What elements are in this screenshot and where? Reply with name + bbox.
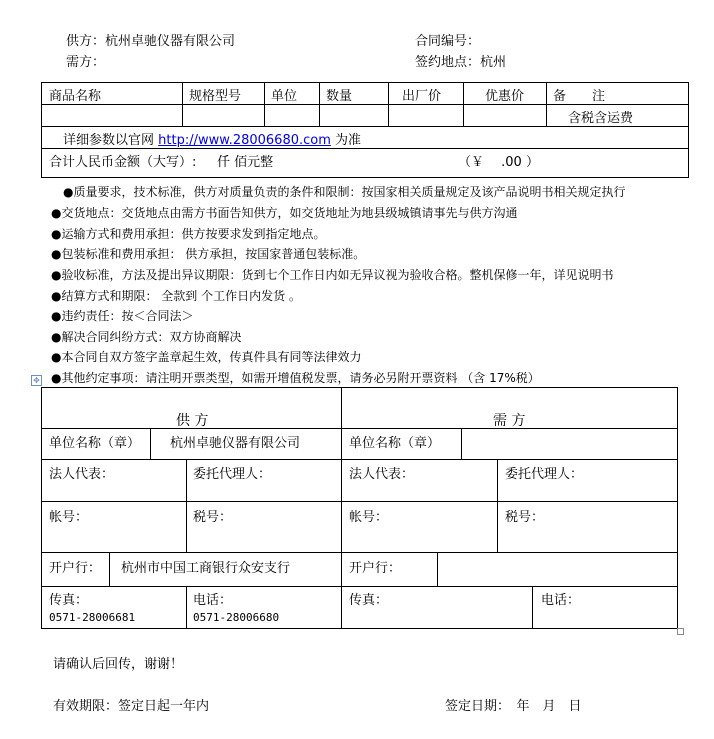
table-resize-handle[interactable] [677, 628, 684, 635]
supplier-bank: 杭州市中国工商银行众安支行 [121, 561, 291, 576]
term-item: ●验收标准，方法及提出异议期限：货到七个工作日内如无异议视为验收合格。整机保修一年，详见说明书 [51, 268, 614, 282]
col-product-name: 商品名称 [49, 89, 102, 104]
supplier-unit-name-label: 单位名称（章） [49, 436, 141, 451]
buyer-fax-label: 传真： [349, 593, 389, 608]
validity-note: 有效期限：签定日起一年内 [53, 699, 210, 714]
buyer-legal-rep-label: 法人代表： [349, 467, 415, 482]
col-remarks: 备 注 [553, 89, 606, 104]
supplier-fax: 0571-28006681 [49, 611, 136, 624]
buyer-header: 需方： [66, 55, 106, 70]
col-spec: 规格型号 [189, 89, 242, 104]
supplier-phone-label: 电话： [193, 593, 233, 608]
detail-prefix: 详细参数以官网 [63, 133, 155, 148]
supplier-legal-rep-label: 法人代表： [49, 467, 115, 482]
detail-line [63, 129, 361, 148]
total-label: 合计人民币金额（大写）: [49, 155, 197, 170]
supplier-tax-label: 税号： [193, 510, 233, 525]
term-item: ●交货地点：交货地点由需方书面告知供方，如交货地址为地县级城镇请事先与供方沟通 [51, 206, 518, 220]
confirm-note: 请确认后回传，谢谢！ [53, 657, 184, 672]
col-discount-price: 优惠价 [485, 89, 525, 104]
term-item: ●本合同自双方签字盖章起生效，传真件具有同等法律效力 [51, 350, 362, 364]
term-item: ●结算方式和期限： 全款到 个工作日内发货 。 [51, 289, 301, 303]
supplier-fax-label: 传真： [49, 593, 89, 608]
buyer-title: 需 方 [493, 413, 526, 429]
contract-no-header: 合同编号： [415, 34, 481, 49]
sign-date: 签定日期： 年 月 日 [445, 699, 582, 714]
supplier-unit-name: 杭州卓驰仪器有限公司 [170, 436, 301, 451]
term-item: ●解决合同纠纷方式：双方协商解决 [51, 330, 242, 344]
table-move-handle-icon[interactable]: ✥ [31, 375, 42, 386]
col-unit: 单位 [271, 89, 298, 104]
col-quantity: 数量 [326, 89, 353, 104]
supplier-agent-label: 委托代理人： [193, 467, 272, 482]
buyer-unit-name-label: 单位名称（章） [349, 436, 441, 451]
supplier-bank-label: 开户行： [49, 561, 102, 576]
buyer-phone-label: 电话： [541, 593, 581, 608]
total-value: 仟 佰元整 [217, 155, 274, 170]
supplier-account-label: 帐号： [49, 510, 89, 525]
buyer-tax-label: 税号： [505, 510, 545, 525]
term-item: ●运输方式和费用承担：供方按要求发到指定地点。 [51, 227, 326, 241]
buyer-account-label: 帐号： [349, 510, 389, 525]
note-cell: 含税含运费 [568, 111, 634, 126]
sign-place-header: 签约地点：杭州 [415, 55, 507, 70]
term-item: ●违约责任：按＜合同法＞ [51, 309, 194, 323]
buyer-bank-label: 开户行： [349, 561, 402, 576]
supplier-phone: 0571-28006680 [193, 611, 280, 624]
detail-suffix: 为准 [335, 133, 362, 148]
term-item: ●其他约定事项：请注明开票类型，如需开增值税发票，请务必另附开票资料 （含 17%税） [51, 371, 540, 385]
website-link[interactable]: http://www.28006680.com [158, 133, 331, 148]
term-item: ●包装标准和费用承担： 供方承担，按国家普通包装标准。 [51, 247, 366, 261]
supplier-title: 供 方 [176, 413, 209, 429]
col-factory-price: 出厂价 [402, 89, 442, 104]
term-item: ●质量要求，技术标准，供方对质量负责的条件和限制：按国家相关质量规定及该产品说明书相关规定执行 [63, 185, 626, 199]
supplier-header: 供方：杭州卓驰仪器有限公司 [66, 34, 236, 49]
total-numeric: （￥ .00 ） [458, 155, 539, 170]
buyer-agent-label: 委托代理人： [505, 467, 584, 482]
